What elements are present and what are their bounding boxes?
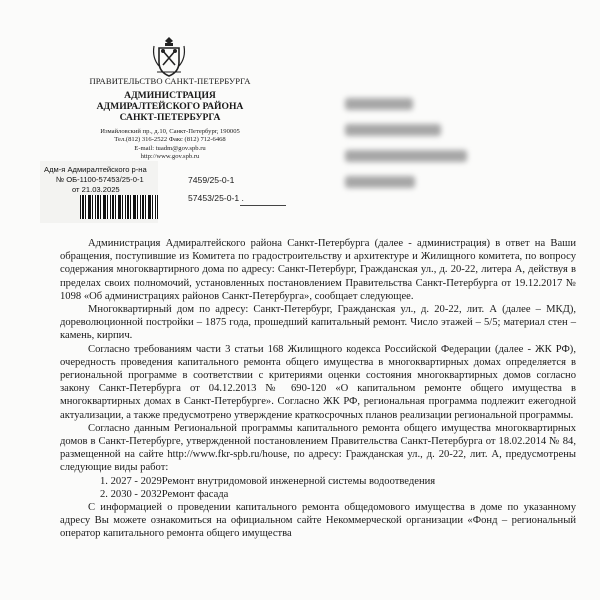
government-title: ПРАВИТЕЛЬСТВО САНКТ-ПЕТЕРБУРГА [89, 76, 251, 86]
sticker-date: от 21.03.2025 [72, 185, 120, 194]
barcode [80, 195, 158, 219]
admin-title-line: САНКТ-ПЕТЕРБУРГА [119, 112, 221, 123]
redacted-addressee [345, 150, 467, 162]
letter-body [60, 237, 576, 541]
coat-of-arms-icon [151, 36, 187, 80]
paragraph: Согласно требованиям части 3 статьи 168 Жилищного кодекса Российской Федерации (далее - ЖК РФ), очередность проведения капитального ремонта общего имущества в многоквартирных домах определяется в региональной программе в соответствии с критериями оценки состояния многоквартирных домов согласно закону Санкт-Петербурга от 04.12.2013 № 690-120 «О капитальном ремонте общего имущества в многоквартирных домах в Санкт-Петербурге». Согласно ЖК РФ, региональная программа подлежит ежегодной актуализации, а также предусмотрено утверждение краткосрочных планов реализации региональной программы. [60, 343, 576, 421]
sticker-org: Адм-я Адмиралтейского р-на [44, 165, 147, 174]
sticker-number: № ОБ-1100-57453/25-0-1 [56, 175, 144, 184]
email: E-mail: tuadm@gov.spb.ru [134, 144, 206, 152]
redacted-addressee [345, 124, 441, 136]
admin-title-line: АДМИРАЛТЕЙСКОГО РАЙОНА [96, 101, 244, 112]
redacted-addressee [345, 176, 415, 188]
reference-underline [240, 205, 286, 206]
paragraph: Администрация Адмиралтейского района Санкт-Петербурга (далее - администрация) в ответ на Ваши обращения, поступившие из Комитета по градостроительству и архитектуре и Жилищного комитета, по вопросу содержания многоквартирного дома по адресу: Санкт-Петербург, Гражданская ул., д. 20-22, литера А, действуя в пределах своих полномочий, установленных постановлением Правительства Санкт-Петербурга от 19.12.2017 № 1098 «Об администрациях районов Санкт-Петербурга», сообщает следующее. [60, 238, 576, 302]
phone-fax: Тел.(812) 316-2522 Факс (812) 712-6468 [114, 136, 226, 144]
list-item: 2. 2030 - 2032Ремонт фасада [100, 488, 229, 500]
reference-number: 7459/25-0-1 [188, 175, 235, 185]
website: http://www.gov.spb.ru [140, 153, 200, 161]
admin-title-line: АДМИНИСТРАЦИЯ [124, 90, 216, 101]
postal-address: Измайловский пр., д.10, Санкт-Петербург, 190005 [100, 128, 240, 135]
paragraph: Согласно данным Региональной программы капитального ремонта общего имущества многоквартирных домов в Санкт-Петербурге, утвержденной постановлением Правительства Санкт-Петербурга от 18.02.2014 № 84, размещенной на сайте http://www.fkr-spb.ru/house, по адресу: Гражданская ул., д. 20-22, лит. А, предусмотрены следующие виды работ: [60, 422, 576, 474]
registration-sticker [40, 161, 158, 223]
contact-block [70, 128, 270, 162]
paragraph: С информацией о проведении капитального ремонта общедомового имущества в доме по указанному адресу Вы можете ознакомиться на официальном сайте Некоммерческой организации «Фонд – региональный оператор капитального ремонта общего имущества [60, 502, 576, 540]
paragraph: Многоквартирный дом по адресу: Санкт-Петербург, Гражданская ул., д. 20-22, лит. А (далее – МКД), дореволюционной постройки – 1875 года, прошедший капитальный ремонт. Число этажей – 5/5; материал стен – камень, кирпич. [60, 304, 576, 342]
list-item: 1. 2027 - 2029Ремонт внутридомовой инженерной системы водоотведения [100, 475, 436, 487]
redacted-addressee [345, 98, 413, 110]
reference-number: 57453/25-0-1 . [188, 193, 244, 203]
administration-title [70, 90, 270, 123]
